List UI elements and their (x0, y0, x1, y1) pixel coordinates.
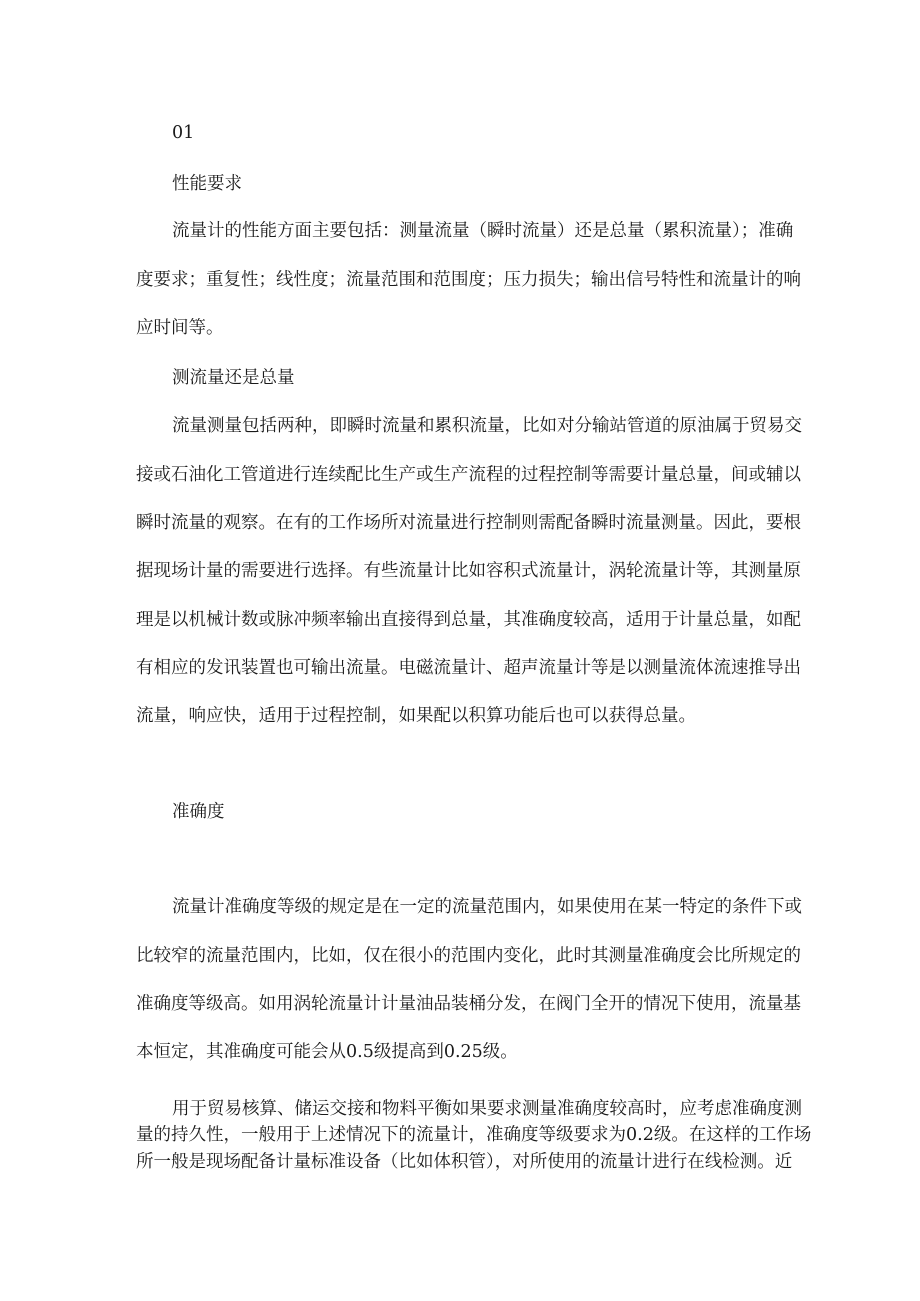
paragraph-line: 比较窄的流量范围内，比如，仅在很小的范围内变化，此时其测量准确度会比所规定的 (136, 946, 801, 966)
paragraph-line: 瞬时流量的观察。在有的工作场所对流量进行控制则需配备瞬时流量测量。因此，要根 (136, 513, 801, 533)
heading-accuracy: 准确度 (172, 802, 225, 822)
heading-performance-requirements: 性能要求 (172, 174, 242, 194)
heading-flow-or-total: 测流量还是总量 (172, 368, 295, 388)
paragraph-line: 本恒定，其准确度可能会从0.5级提高到0.25级。 (136, 1042, 518, 1062)
paragraph-line: 所一般是现场配备计量标准设备（比如体积管），对所使用的流量计进行在线检测。近 (136, 1152, 793, 1172)
paragraph-line: 量的持久性，一般用于上述情况下的流量计，准确度等级要求为0.2级。在这样的工作场 (136, 1125, 812, 1145)
paragraph-line: 度要求；重复性；线性度；流量范围和范围度；压力损失；输出信号特性和流量计的响 (136, 270, 801, 290)
paragraph-line: 流量计准确度等级的规定是在一定的流量范围内，如果使用在某一特定的条件下或 (172, 897, 802, 917)
paragraph-line: 流量，响应快，适用于过程控制，如果配以积算功能后也可以获得总量。 (136, 706, 696, 726)
paragraph-line: 有相应的发讯装置也可输出流量。电磁流量计、超声流量计等是以测量流体流速推导出 (136, 658, 801, 678)
paragraph-line: 准确度等级高。如用涡轮流量计计量油品装桶分发，在阀门全开的情况下使用，流量基 (136, 994, 801, 1014)
paragraph-line: 接或石油化工管道进行连续配比生产或生产流程的过程控制等需要计量总量，间或辅以 (136, 465, 801, 485)
paragraph-line: 理是以机械计数或脉冲频率输出直接得到总量，其准确度较高，适用于计量总量，如配 (136, 610, 801, 630)
section-number: 01 (172, 123, 195, 143)
paragraph-line: 流量测量包括两种，即瞬时流量和累积流量，比如对分输站管道的原油属于贸易交 (172, 416, 802, 436)
paragraph-line: 用于贸易核算、储运交接和物料平衡如果要求测量准确度较高时，应考虑准确度测 (172, 1099, 802, 1119)
paragraph-line: 流量计的性能方面主要包括：测量流量（瞬时流量）还是总量（累积流量）；准确 (172, 221, 794, 241)
paragraph-line: 应时间等。 (136, 318, 224, 338)
paragraph-line: 据现场计量的需要进行选择。有些流量计比如容积式流量计，涡轮流量计等，其测量原 (136, 561, 801, 581)
